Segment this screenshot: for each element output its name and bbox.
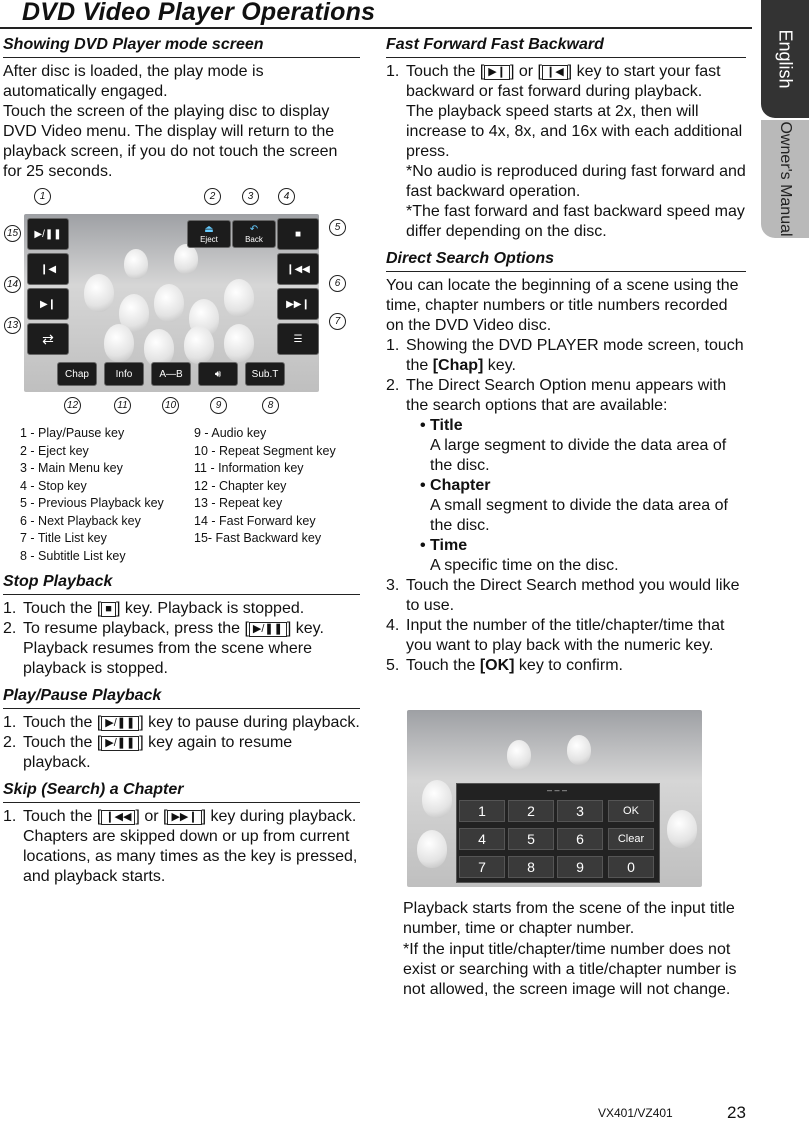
keypad-key-3[interactable]: 3 (557, 800, 603, 822)
stop-steps (3, 599, 360, 679)
penguin-figure (184, 326, 214, 364)
penguin-figure (224, 324, 254, 362)
direct-step-2: 2. The Direct Search Option menu appears with the search options that are available: • Title A large segment to divide the data area of the disc. • Chapter A small segment to divide the data area of the disc. • Time A specific time on the disc. (386, 376, 746, 576)
fast-backward-button[interactable] (27, 253, 69, 285)
callout-15: 15 (4, 225, 21, 242)
legend-item: 12 - Chapter key (194, 478, 287, 493)
keypad-key-1[interactable]: 1 (459, 800, 505, 822)
legend-item: 6 - Next Playback key (20, 513, 141, 528)
stop-button[interactable] (277, 218, 319, 250)
callout-2: 2 (204, 188, 221, 205)
key-legend (20, 425, 336, 565)
penguin-figure (507, 740, 531, 770)
stop-step-2: 2. To resume playback, press the [ ▶/❚❚ ] key. Playback resumes from the scene where playback is stopped. (3, 620, 324, 677)
legend-item: 10 - Repeat Segment key (194, 443, 336, 458)
stop-icon: ■ (294, 228, 302, 240)
callout-13: 13 (4, 317, 21, 334)
callout-10: 10 (162, 397, 179, 414)
left-lower-column (3, 573, 360, 887)
keypad-key-8[interactable]: 8 (508, 856, 554, 878)
showing-p2: Touch the screen of the playing disc to display DVD Video menu. The display will return to the playback screen, if you do not touch the screen for 25 seconds. (3, 103, 338, 180)
legend-item: 11 - Information key (194, 461, 304, 475)
penguin-figure (667, 810, 697, 848)
left-column (3, 36, 360, 182)
legend-item: 13 - Repeat key (194, 496, 283, 510)
repeat-icon: ⇄ (42, 330, 54, 347)
section-heading-playpause: Play/Pause Playback (3, 687, 360, 709)
legend-item: 8 - Subtitle List key (20, 548, 126, 563)
skip-step-1: 1. Touch the [ ❙◀◀ ] or [ ▶▶❙ ] key during playback. Chapters are skipped down or up from current locations, as many times as the key is pressed, and playback starts. (3, 807, 360, 887)
keypad-key-7[interactable]: 7 (459, 856, 505, 878)
previous-key-icon: ❙◀◀ (101, 810, 135, 825)
title-list-button[interactable] (277, 323, 319, 355)
ff-speed-note: The playback speed starts at 2x, then will increase to 4x, 8x, and 16x with each additional press. (406, 103, 743, 160)
skip-steps (3, 807, 360, 887)
repeat-segment-button[interactable]: A—B (151, 362, 191, 386)
eject-icon: ⏏ (204, 224, 214, 235)
legend-item: 1 - Play/Pause key (20, 426, 125, 440)
back-icon: ↶ (249, 224, 259, 235)
callout-6: 6 (329, 275, 346, 292)
legend-item: 14 - Fast Forward key (194, 513, 316, 528)
subtitle-button[interactable]: Sub.T (245, 362, 285, 386)
callout-5: 5 (329, 219, 346, 236)
ff-step-1: 1. Touch the [ ▶❙ ] or [ ❙◀ ] key to start your fast backward or fast forward during playback. The playback speed starts at 2x, then will increase to 4x, 8x, and 16x with each additional press. *No audio is reproduced during fast forward and fast backward operation. *The fast forward and fast backward speed may differ depending on the disc. (386, 63, 746, 240)
penguin-figure (124, 249, 148, 279)
tab-english-label: English (775, 29, 796, 89)
callout-1: 1 (34, 188, 51, 205)
legend-item: 2 - Eject key (20, 443, 89, 458)
penguin-figure (224, 279, 254, 317)
previous-playback-button[interactable] (277, 253, 319, 285)
keypad-key-5[interactable]: 5 (508, 828, 554, 850)
section-heading-ff: Fast Forward Fast Backward (386, 36, 746, 58)
skip-step-1-detail: Chapters are skipped down or up from current locations, as many times as the key is pressed, and playback starts. (23, 828, 358, 885)
after-search-p2: *If the input title/chapter/time number does not exist or searching with a title/chapter number is not allowed, the screen image will not change. (403, 941, 737, 998)
after-search-p1: Playback starts from the scene of the input title number, time or chapter number. (403, 900, 735, 937)
play-pause-key-icon: ▶/❚❚ (101, 736, 139, 751)
legend-item: 4 - Stop key (20, 478, 87, 493)
play-pause-key-icon: ▶/❚❚ (249, 622, 287, 637)
keypad-key-4[interactable]: 4 (459, 828, 505, 850)
page-title: DVD Video Player Operations (22, 0, 376, 26)
option-title: • Title A large segment to divide the data area of the disc. (420, 417, 727, 474)
next-key-icon: ▶▶❙ (167, 810, 201, 825)
keypad-key-0[interactable]: 0 (608, 856, 654, 878)
eject-button[interactable] (187, 220, 231, 248)
eject-label: Eject (200, 235, 218, 244)
keypad-key-9[interactable]: 9 (557, 856, 603, 878)
numeric-keypad (456, 783, 660, 883)
penguin-figure (567, 735, 591, 765)
legend-item: 15- Fast Backward key (194, 531, 322, 545)
play-pause-key-icon: ▶/❚❚ (101, 716, 139, 731)
section-heading-showing: Showing DVD Player mode screen (3, 36, 360, 58)
callout-12: 12 (64, 397, 81, 414)
playpause-steps (3, 713, 360, 773)
showing-p1: After disc is loaded, the play mode is automatically engaged. (3, 63, 264, 100)
tab-english (761, 0, 809, 118)
section-heading-skip: Skip (Search) a Chapter (3, 781, 360, 803)
keypad-key-2[interactable]: 2 (508, 800, 554, 822)
keypad-display: – – – (547, 785, 568, 795)
callout-3: 3 (242, 188, 259, 205)
penguin-figure (104, 324, 134, 362)
tab-owners-manual (761, 120, 809, 238)
fast-forward-key-icon: ▶❙ (484, 65, 510, 80)
penguin-figure (417, 830, 447, 868)
section-heading-stop: Stop Playback (3, 573, 360, 595)
next-playback-button[interactable] (277, 288, 319, 320)
fast-backward-key-icon: ❙◀ (542, 65, 568, 80)
direct-step-1: 1. Showing the DVD PLAYER mode screen, touch the [Chap] key. (386, 337, 744, 374)
penguin-figure (422, 780, 452, 818)
legend-item: 7 - Title List key (20, 531, 107, 545)
repeat-button[interactable] (27, 323, 69, 355)
play-pause-button[interactable] (27, 218, 69, 250)
direct-step-3: 3. Touch the Direct Search method you would like to use. (386, 577, 740, 614)
list-icon: ☰ (293, 333, 303, 345)
callout-14: 14 (4, 276, 21, 293)
penguin-figure (84, 274, 114, 312)
audio-button[interactable] (198, 362, 238, 386)
direct-intro: You can locate the beginning of a scene using the time, chapter numbers or title numbers recorded on the DVD Video disc. (386, 277, 739, 334)
penguin-figure (154, 284, 184, 322)
callout-8: 8 (262, 397, 279, 414)
option-chapter: • Chapter A small segment to divide the data area of the disc. (420, 477, 728, 534)
legend-item: 9 - Audio key (194, 426, 267, 440)
previous-icon: ❙◀◀ (286, 263, 310, 275)
dvd-player-screenshot (24, 214, 319, 392)
ff-audio-note: *No audio is reproduced during fast forward and fast backward operation. (406, 163, 746, 200)
stop-key-icon: ■ (101, 602, 116, 617)
option-time: • Time A specific time on the disc. (420, 537, 619, 574)
penguin-figure (174, 244, 198, 274)
keypad-clear-button[interactable]: Clear (608, 828, 654, 850)
callout-4: 4 (278, 188, 295, 205)
fast-backward-icon: ❙◀ (39, 263, 57, 275)
page-number: 23 (727, 1103, 746, 1122)
legend-item: 3 - Main Menu key (20, 461, 123, 475)
legend-item: 5 - Previous Playback key (20, 496, 164, 510)
chapter-button[interactable]: Chap (57, 362, 97, 386)
footer-model: VX401/VZ401 (598, 1106, 673, 1120)
title-rule (0, 27, 752, 29)
fast-forward-button[interactable] (27, 288, 69, 320)
tab-manual-label: Owner's Manual (777, 121, 794, 237)
information-button[interactable]: Info (104, 362, 144, 386)
play-pause-icon: ▶/❚❚ (34, 228, 62, 240)
back-label: Back (245, 235, 263, 244)
back-button[interactable] (232, 220, 276, 248)
next-icon: ▶▶❙ (286, 298, 310, 310)
right-column (386, 36, 746, 676)
callout-11: 11 (114, 397, 131, 414)
fast-forward-icon: ▶❙ (39, 298, 57, 310)
ff-disc-note: *The fast forward and fast backward speed may differ depending on the disc. (406, 203, 745, 240)
keypad-ok-button[interactable]: OK (608, 800, 654, 822)
direct-steps (386, 336, 746, 676)
section-heading-direct: Direct Search Options (386, 250, 746, 272)
ff-steps (386, 62, 746, 242)
callout-9: 9 (210, 397, 227, 414)
keypad-key-6[interactable]: 6 (557, 828, 603, 850)
direct-step-5: 5. Touch the [OK] key to confirm. (386, 657, 623, 674)
speaker-icon: 🔊︎ (214, 368, 222, 380)
callout-7: 7 (329, 313, 346, 330)
direct-step-4: 4. Input the number of the title/chapter/time that you want to play back with the numeric key. (386, 617, 725, 654)
playpause-step-2: 2. Touch the [ ▶/❚❚ ] key again to resume playback. (3, 734, 293, 771)
playpause-step-1: 1. Touch the [ ▶/❚❚ ] key to pause during playback. (3, 714, 360, 731)
stop-step-1: 1. Touch the [ ■ ] key. Playback is stopped. (3, 600, 305, 617)
